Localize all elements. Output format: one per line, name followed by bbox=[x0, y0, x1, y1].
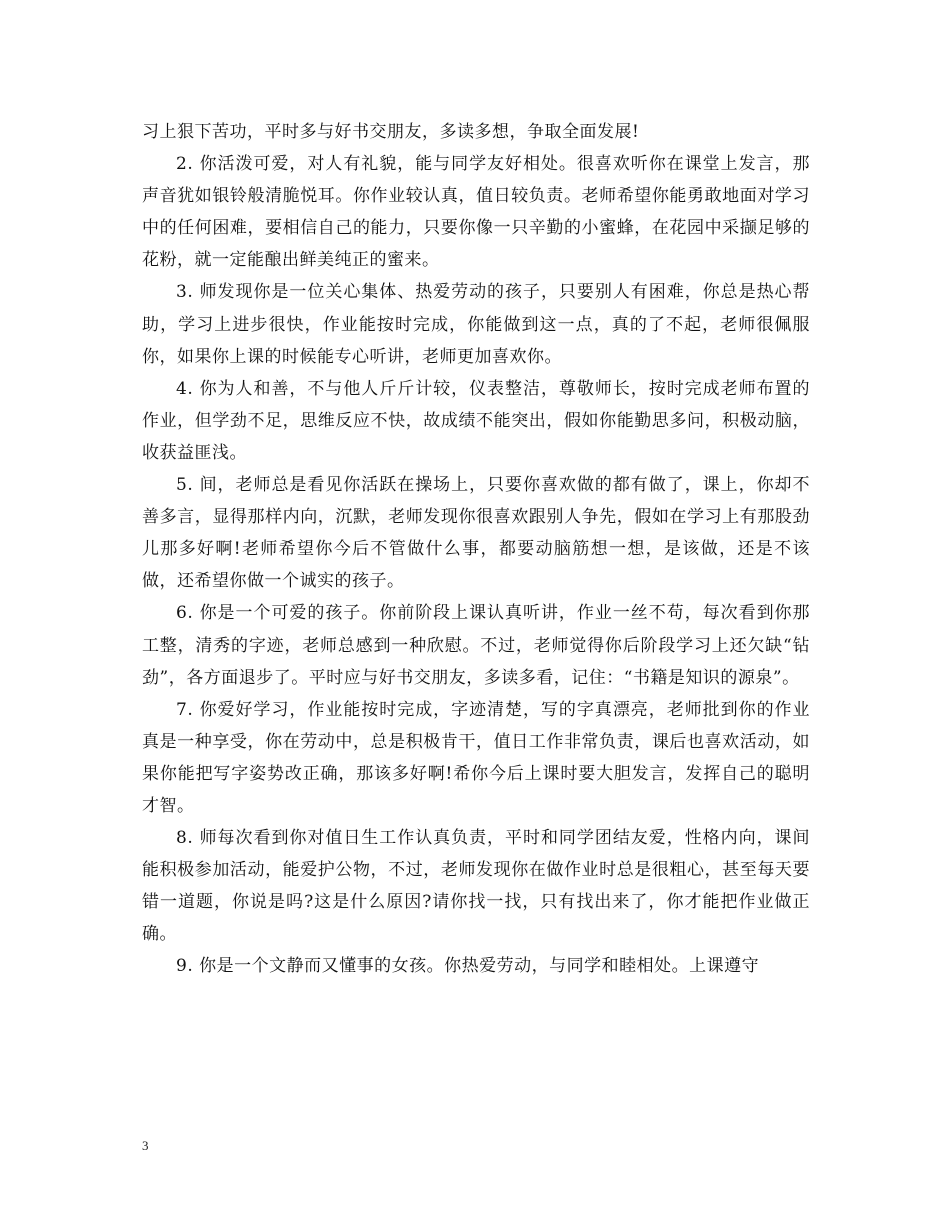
paragraph-2: 2. 你活泼可爱，对人有礼貌，能与同学友好相处。很喜欢听你在课堂上发言，那声音犹如银铃般清脆悦耳。你作业较认真，值日较负责。老师希望你能勇敢地面对学习中的任何困难，要相信自己的能力，只要你像一只辛勤的小蜜蜂，在花园中采撷足够的花粉，就一定能酿出鲜美纯正的蜜来。 bbox=[142, 154, 810, 271]
paragraph-6: 6. 你是一个可爱的孩子。你前阶段上课认真听讲，作业一丝不苟，每次看到你那工整，清秀的字迹，老师总感到一种欣慰。不过，老师觉得你后阶段学习上还欠缺“钻劲”，各方面退步了。平时应与好书交朋友，多读多看，记住：“书籍是知识的源泉”。 bbox=[142, 603, 810, 688]
paragraph-5: 5. 间，老师总是看见你活跃在操场上，只要你喜欢做的都有做了，课上，你却不善多言，显得那样内向，沉默，老师发现你很喜欢跟别人争先，假如在学习上有那股劲儿那多好啊!老师希望你今后不管做什么事，都要动脑筋想一想，是该做，还是不该做，还希望你做一个诚实的孩子。 bbox=[142, 475, 810, 592]
page-number: 3 bbox=[142, 1138, 149, 1153]
paragraph-9: 9. 你是一个文静而又懂事的女孩。你热爱劳动，与同学和睦相处。上课遵守 bbox=[176, 956, 760, 977]
paragraph-continued: 习上狠下苦功，平时多与好书交朋友，多读多想，争取全面发展! bbox=[142, 122, 640, 142]
paragraph-3: 3. 师发现你是一位关心集体、热爱劳动的孩子，只要别人有困难，你总是热心帮助，学习上进步很快，作业能按时完成，你能做到这一点，真的了不起，老师很佩服你，如果你上课的时候能专心听讲，老师更加喜欢你。 bbox=[142, 282, 810, 367]
paragraph-8: 8. 师每次看到你对值日生工作认真负责，平时和同学团结友爱，性格内向，课间能积极参加活动，能爱护公物，不过，老师发现你在做作业时总是很粗心，甚至每天要错一道题，你说是吗?这是什么原因?请你找一找，只有找出来了，你才能把作业做正确。 bbox=[142, 828, 810, 945]
document-body bbox=[142, 116, 810, 983]
paragraph-7: 7. 你爱好学习，作业能按时完成，字迹清楚，写的字真漂亮，老师批到你的作业真是一种享受，你在劳动中，总是积极肯干，值日工作非常负责，课后也喜欢活动，如果你能把写字姿势改正确，那该多好啊!希你今后上课时要大胆发言，发挥自己的聪明才智。 bbox=[142, 699, 810, 816]
paragraph-4: 4. 你为人和善，不与他人斤斤计较，仪表整洁，尊敬师长，按时完成老师布置的作业，但学劲不足，思维反应不快，故成绩不能突出，假如你能勤思多问，积极动脑，收获益匪浅。 bbox=[142, 378, 810, 463]
